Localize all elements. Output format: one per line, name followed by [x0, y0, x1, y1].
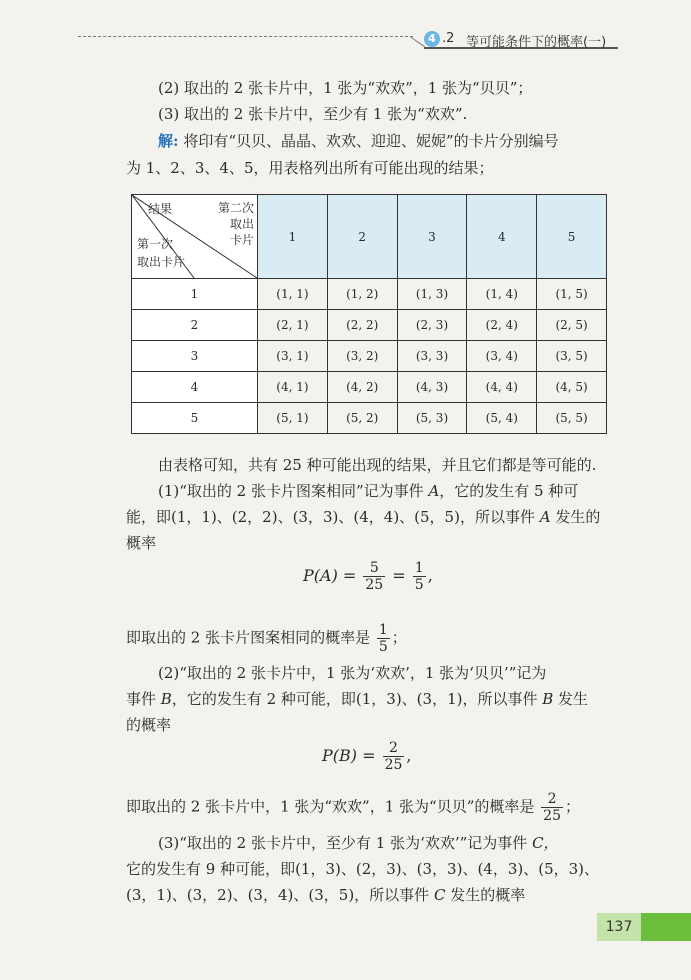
text-line: 的概率 [126, 716, 172, 734]
table-cell: (2, 5) [537, 310, 607, 341]
event-variable: A [539, 508, 551, 526]
text-line: (2) 取出的 2 张卡片中，1 张为“欢欢”，1 张为“贝贝”； [158, 79, 533, 97]
denominator: 5 [378, 639, 388, 655]
text-span: 即取出的 2 张卡片图案相同的概率是 [126, 628, 375, 647]
table-row [132, 341, 607, 372]
text-line [126, 689, 588, 709]
table-cell: (4, 3) [397, 372, 467, 403]
corner-text: 第一次 [137, 237, 174, 251]
equals-sign: = [387, 566, 411, 585]
row-header: 4 [132, 372, 258, 403]
text-span: 发生的概率 [445, 886, 526, 904]
fraction [377, 622, 390, 655]
table-header-row [132, 195, 607, 279]
event-variable: B [542, 690, 554, 708]
table-cell: (2, 4) [467, 310, 537, 341]
fraction [383, 740, 405, 773]
page-number: 137 [597, 913, 641, 941]
table-cell: (5, 1) [258, 403, 328, 434]
table-cell: (5, 4) [467, 403, 537, 434]
table-cell: (4, 2) [327, 372, 397, 403]
fraction [541, 791, 563, 824]
row-header: 5 [132, 403, 258, 434]
event-variable: C， [532, 834, 559, 852]
table-cell: (3, 5) [537, 341, 607, 372]
table-cell: (5, 2) [327, 403, 397, 434]
text-span: ，它的发生有 5 种可 [439, 482, 579, 500]
text-span: ； [564, 797, 580, 816]
text-line: 由表格可知，共有 25 种可能出现的结果，并且它们都是等可能的. [158, 456, 597, 474]
table-cell: (2, 3) [397, 310, 467, 341]
column-header: 4 [467, 195, 537, 279]
header-dashed-rule [78, 36, 413, 37]
text-span: 能，即(1，1)、(2，2)、(3，3)、(4，4)、(5，5)，所以事件 [126, 508, 540, 526]
table-cell: (1, 4) [467, 279, 537, 310]
text-line: 它的发生有 9 种可能，即(1，3)、(2，3)、(3，3)、(4，3)、(5，3)、 [126, 860, 600, 878]
text-line: (2)“取出的 2 张卡片中，1 张为‘欢欢’，1 张为‘贝贝’”记为 [158, 664, 547, 682]
table-cell: (3, 2) [327, 341, 397, 372]
text-span: 发生的 [550, 508, 601, 526]
row-header: 3 [132, 341, 258, 372]
table-cell: (4, 1) [258, 372, 328, 403]
table-row [132, 310, 607, 341]
numerator: 2 [383, 740, 405, 757]
table-cell: (4, 4) [467, 372, 537, 403]
table-cell: (5, 5) [537, 403, 607, 434]
section-number: .2 [442, 31, 455, 46]
text-span: (3，1)、(3，2)、(3，4)、(3，5)，所以事件 [126, 886, 434, 904]
numerator: 1 [378, 622, 388, 638]
corner-text: 取出 [229, 217, 254, 231]
corner-text: 第二次 [217, 201, 254, 215]
table-cell: (1, 1) [258, 279, 328, 310]
text-line [158, 833, 559, 853]
corner-text: 取出卡片 [137, 255, 186, 269]
table-row [132, 279, 607, 310]
text-span: ； [391, 628, 407, 647]
table-cell: (2, 1) [258, 310, 328, 341]
column-header: 2 [327, 195, 397, 279]
text-span: 事件 [126, 690, 161, 708]
text-span: (1)“取出的 2 张卡片图案相同”记为事件 [158, 482, 429, 500]
text-line [158, 481, 578, 501]
text-span: (3)“取出的 2 张卡片中，至少有 1 张为‘欢欢’”记为事件 [158, 834, 533, 852]
table-cell: (1, 5) [537, 279, 607, 310]
column-header: 1 [258, 195, 328, 279]
numerator: 1 [414, 560, 424, 576]
text-line [126, 885, 525, 905]
text-line: 为 1、2、3、4、5，用表格列出所有可能出现的结果； [126, 159, 494, 177]
event-variable: B [160, 690, 172, 708]
row-header: 2 [132, 310, 258, 341]
column-header: 3 [397, 195, 467, 279]
table-cell: (4, 5) [537, 372, 607, 403]
text-span: 发生 [553, 690, 589, 708]
numerator: 2 [541, 791, 563, 808]
row-header: 1 [132, 279, 258, 310]
table-cell: (2, 2) [327, 310, 397, 341]
text-line [158, 131, 559, 151]
text-line [126, 622, 407, 655]
table-cell: (1, 3) [397, 279, 467, 310]
numerator: 5 [363, 560, 385, 577]
text-line: 概率 [126, 534, 157, 552]
text-span: ，它的发生有 2 种可能，即(1，3)、(3，1)，所以事件 [171, 690, 543, 708]
denominator: 25 [384, 757, 403, 773]
formula-pb [322, 740, 412, 773]
section-title: 等可能条件下的概率(一) [466, 35, 607, 50]
header-slant-rule [410, 36, 425, 47]
table-row [132, 372, 607, 403]
denominator: 25 [365, 577, 384, 593]
text-line: (3) 取出的 2 张卡片中，至少有 1 张为“欢欢”. [158, 105, 468, 123]
table-cell: (1, 2) [327, 279, 397, 310]
outcome-table [131, 194, 607, 434]
table-cell: (3, 4) [467, 341, 537, 372]
solution-label: 解: [158, 132, 179, 150]
table-corner-cell [132, 195, 258, 279]
formula-punct: , [406, 746, 412, 765]
table-cell: (3, 1) [258, 341, 328, 372]
denominator: 25 [543, 808, 561, 824]
corner-first-label [137, 235, 185, 271]
chapter-badge-icon: 4 [424, 31, 440, 47]
event-variable: C [433, 886, 446, 904]
fraction [413, 560, 426, 593]
table-row [132, 403, 607, 434]
text-span: 即取出的 2 张卡片中，1 张为“欢欢”，1 张为“贝贝”的概率是 [126, 797, 540, 816]
formula-lhs: P(A) = [303, 566, 362, 585]
formula-pa [303, 560, 433, 593]
fraction [363, 560, 385, 593]
corner-second-label [210, 200, 254, 248]
text-span: 将印有“贝贝、晶晶、欢欢、迎迎、妮妮”的卡片分别编号 [178, 132, 559, 150]
column-header: 5 [537, 195, 607, 279]
formula-lhs: P(B) = [322, 746, 381, 765]
text-line [126, 507, 600, 527]
table-cell: (5, 3) [397, 403, 467, 434]
denominator: 5 [414, 577, 424, 593]
event-variable: A [428, 482, 440, 500]
corner-text: 卡片 [229, 233, 254, 247]
table-cell: (3, 3) [397, 341, 467, 372]
corner-result-label: 结果 [148, 202, 173, 216]
formula-punct: , [427, 566, 433, 585]
text-line [126, 791, 580, 824]
